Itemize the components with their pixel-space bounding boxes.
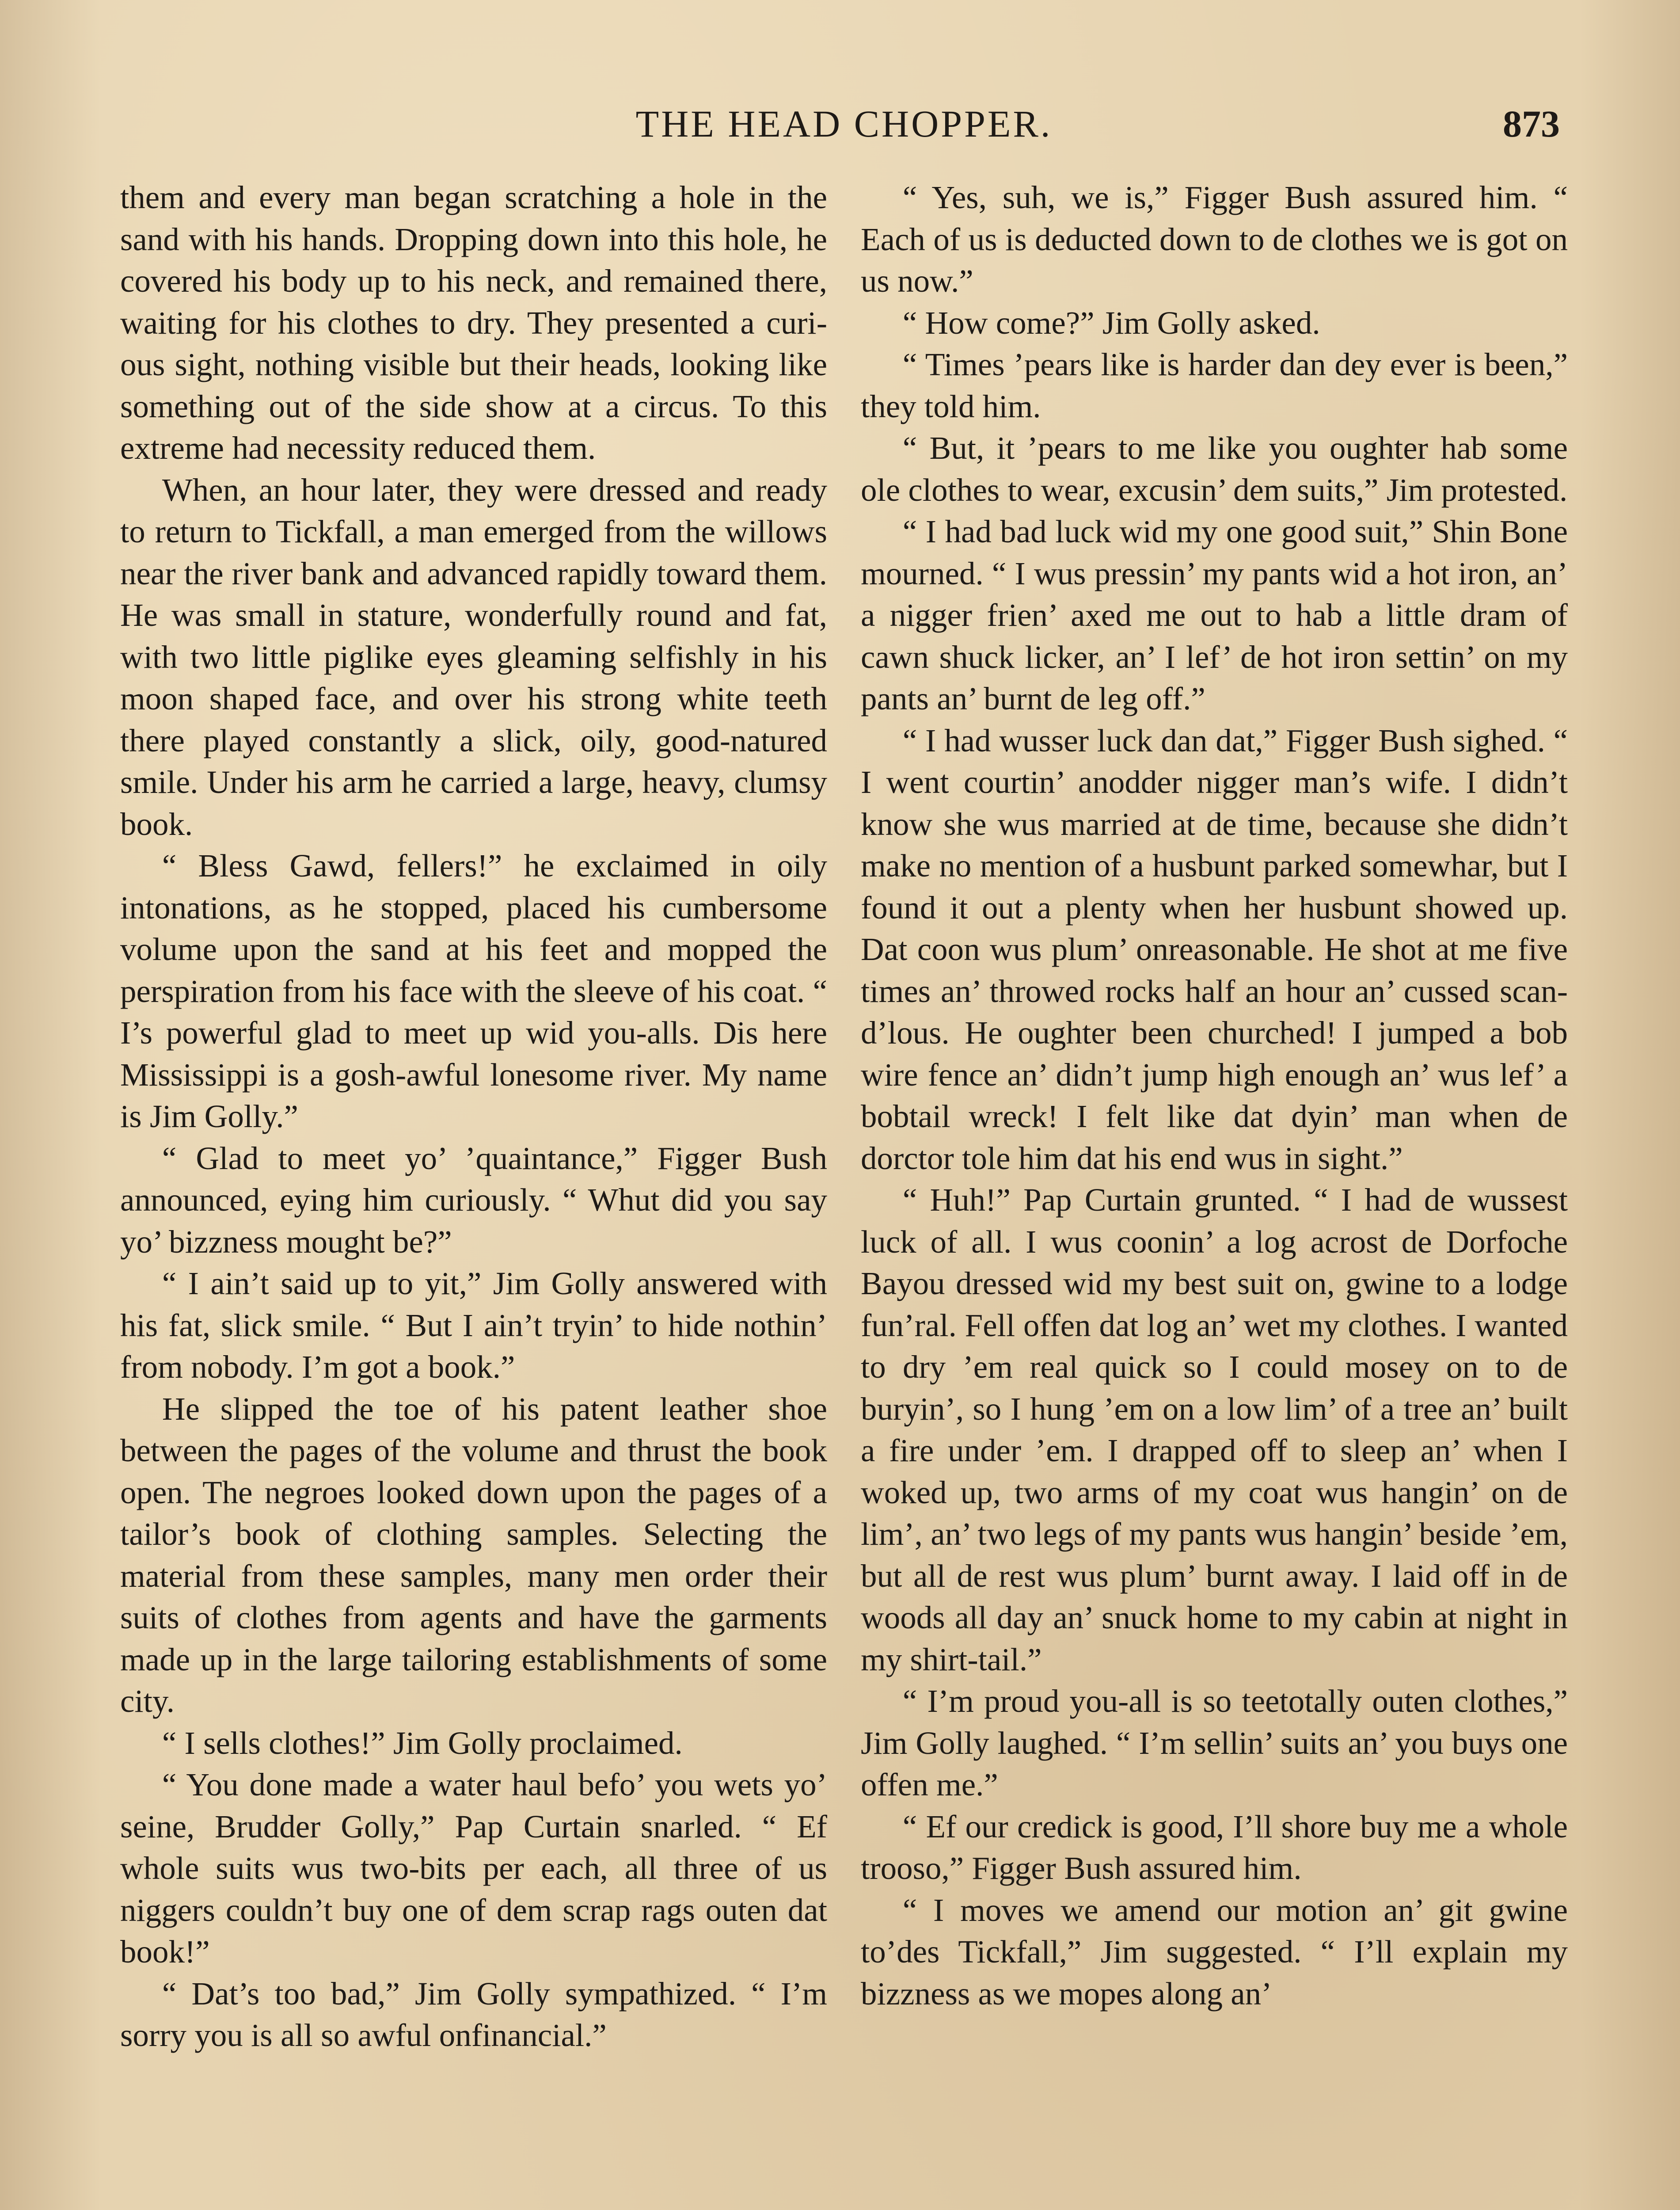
paragraph: “ I had wusser luck dan dat,” Figger Bush sighed. “ I went courtin’ anodder nigger man’s wife. I didn’t know she wus married at de time, because she didn’t make no mention of a husbunt parked somewhar, but I found it out a plenty when her husbunt showed up. Dat coon wus plum’ onreasonable. He shot at me five times an’ throwed rocks half an hour an’ cussed scand’lous. He oughter been churched! I jumped a bob wire fence an’ didn’t jump high enough an’ wus lef’ a bobtail wreck! I felt like dat dyin’ man when de dorctor tole him dat his end wus in sight.” bbox=[861, 722, 1568, 1176]
paragraph: “ Times ’pears like is harder dan dey ever is been,” they told him. bbox=[861, 347, 1568, 424]
paragraph: “ I moves we amend our motion an’ git gwine to’des Tickfall,” Jim suggested. “ I’ll explain my bizzness as we mopes along an’ bbox=[861, 1892, 1568, 2012]
paragraph: “ You done made a water haul befo’ you wets yo’ seine, Brudder Golly,” Pap Curtain snarled. “ Ef whole suits wus two-bits per each, all three of us niggers couldn’t buy one of dem scrap rags outen dat book!” bbox=[120, 1767, 827, 1970]
paragraph: “ Yes, suh, we is,” Figger Bush assured him. “ Each of us is deducted down to de clothes we is got on us now.” bbox=[861, 179, 1568, 299]
paragraph: “ How come?” Jim Golly asked. bbox=[902, 305, 1320, 341]
paragraph: “ Ef our credick is good, I’ll shore buy me a whole trooso,” Figger Bush assured him. bbox=[861, 1808, 1568, 1886]
paragraph: “ I ain’t said up to yit,” Jim Golly answered with his fat, slick smile. “ But I ain’t tryin’ to hide nothin’ from nobody. I’m got a book.” bbox=[120, 1265, 827, 1385]
paragraph: “ I sells clothes!” Jim Golly proclaimed. bbox=[162, 1725, 683, 1761]
paragraph: “ But, it ’pears to me like you oughter hab some ole clothes to wear, excusin’ dem suits,” Jim protested. bbox=[861, 430, 1568, 508]
page-header bbox=[119, 93, 1569, 155]
text-column-right bbox=[861, 177, 1568, 2210]
paragraph: them and every man began scratching a hole in the sand with his hands. Dropping down into this hole, he covered his body up to his neck, and remained there, waiting for his clothes to dry. They presented a curious sight, nothing visible but their heads, looking like something out of the side show at a circus. To this extreme had necessity reduced them. bbox=[120, 179, 827, 466]
paragraph: “ Huh!” Pap Curtain grunted. “ I had de wussest luck of all. I wus coonin’ a log acrost de Dorfoche Bayou dressed wid my best suit on, gwine to a lodge fun’ral. Fell offen dat log an’ wet my clothes. I wanted to dry ’em real quick so I could mosey on to de buryin’, so I hung ’em on a low lim’ of a tree an’ built a fire under ’em. I drapped off to sleep an’ when I woked up, two arms of my coat wus hangin’ on de lim’, an’ two legs of my pants wus hangin’ beside ’em, but all de rest wus plum’ burnt away. I laid off in de woods all day an’ snuck home to my cabin at night in my shirt-tail.” bbox=[861, 1182, 1568, 1677]
paragraph: “ Glad to meet yo’ ’quaintance,” Figger Bush announced, eying him curiously. “ Whut did you say yo’ bizzness mought be?” bbox=[120, 1140, 827, 1260]
paragraph: “ Dat’s too bad,” Jim Golly sympathized. “ I’m sorry you is all so awful onfinancial.” bbox=[120, 1975, 827, 2053]
paragraph: “ I had bad luck wid my one good suit,” Shin Bone mourned. “ I wus pressin’ my pants wid a hot iron, an’ a nigger frien’ axed me out to hab a little dram of cawn shuck licker, an’ I lef’ de hot iron settin’ on my pants an’ burnt de leg off.” bbox=[861, 514, 1568, 716]
text-column-left bbox=[120, 177, 827, 2210]
paragraph: “ I’m proud you-all is so teetotally outen clothes,” Jim Golly laughed. “ I’m sellin’ suits an’ you buys one offen me.” bbox=[861, 1683, 1568, 1802]
running-title: THE HEAD CHOPPER. bbox=[635, 103, 1053, 145]
paragraph: When, an hour later, they were dressed and ready to return to Tickfall, a man emerged from the willows near the river bank and advanced rapidly toward them. He was small in stature, wonderfully round and fat, with two little piglike eyes gleaming selfishly in his moon shaped face, and over his strong white teeth there played constantly a slick, oily, good-natured smile. Under his arm he carried a large, heavy, clumsy book. bbox=[120, 472, 827, 842]
paragraph: He slipped the toe of his patent leather shoe between the pages of the volume and thrust the book open. The negroes looked down upon the pages of a tailor’s book of clothing samples. Selecting the material from these samples, many men order their suits of clothes from agents and have the garments made up in the large tailoring establishments of some city. bbox=[120, 1391, 827, 1719]
page-number: 873 bbox=[1503, 103, 1560, 145]
paragraph: “ Bless Gawd, fellers!” he exclaimed in oily intonations, as he stopped, placed his cumbersome volume upon the sand at his feet and mopped the perspiration from his face with the sleeve of his coat. “ I’s powerful glad to meet up wid you-alls. Dis here Mississippi is a gosh-awful lonesome river. My name is Jim Golly.” bbox=[120, 848, 827, 1134]
